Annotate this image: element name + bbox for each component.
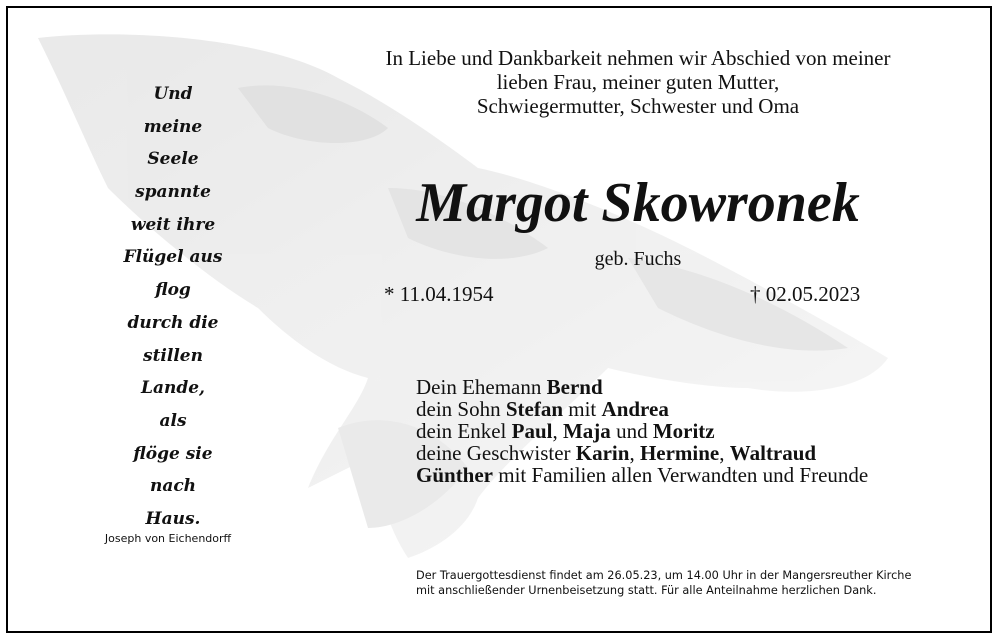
intro-line: lieben Frau, meiner guten Mutter, <box>496 70 780 94</box>
poem-line: meine <box>143 116 203 137</box>
mourner-name: Günther <box>416 463 494 487</box>
poem-line: durch die <box>127 312 219 333</box>
mourner-line <box>416 442 976 464</box>
mourner-text: , <box>552 419 563 443</box>
obituary-notice <box>6 6 992 633</box>
birth-date: * 11.04.1954 <box>384 282 494 306</box>
mourner-line <box>416 398 976 420</box>
deceased-name: Margot Skowronek <box>416 172 860 234</box>
poem-line: Und <box>153 84 193 104</box>
intro-text <box>308 46 968 118</box>
mourner-text: dein Sohn <box>416 397 506 421</box>
mourner-name: Maja <box>562 419 611 443</box>
mourner-text: , <box>719 441 730 465</box>
intro-line: In Liebe und Dankbarkeit nehmen wir Abschied von meiner <box>385 46 891 70</box>
mourner-text: mit Familien allen Verwandten und Freunde <box>493 463 869 487</box>
mourner-line <box>416 376 976 398</box>
poem-line: Lande, <box>141 378 205 399</box>
service-notice <box>416 568 976 598</box>
poem-line: Haus. <box>145 508 201 529</box>
mourner-name: Waltraud <box>729 441 817 465</box>
mourner-name: Moritz <box>652 419 715 443</box>
death-date: † 02.05.2023 <box>750 282 861 306</box>
poem-line: flog <box>155 280 191 301</box>
service-notice-line: Der Trauergottesdienst findet am 26.05.23, um 14.00 Uhr in der Mangersreuther Kirche <box>416 569 912 582</box>
mourner-name: Andrea <box>601 397 669 421</box>
maiden-name: geb. Fuchs <box>594 248 682 270</box>
poem-line: als <box>159 410 187 431</box>
poem-line: Seele <box>147 149 199 170</box>
poem-line: nach <box>149 476 197 497</box>
mourner-name: Hermine <box>639 441 720 465</box>
mourner-text: , <box>629 441 640 465</box>
mourner-text: dein Enkel <box>416 419 512 443</box>
poem-line: Flügel aus <box>123 247 223 268</box>
poem-line: spannte <box>135 182 211 203</box>
poem-line: stillen <box>143 345 203 366</box>
mourner-line <box>416 464 976 486</box>
mourner-name: Paul <box>511 419 553 443</box>
service-notice-line: mit anschließender Urnenbeisetzung statt. Für alle Anteilnahme herzlichen Dank. <box>416 584 877 597</box>
mourner-name: Stefan <box>505 397 564 421</box>
mourners-list <box>416 376 976 486</box>
mourner-text: und <box>610 419 653 443</box>
poem-line: weit ihre <box>130 214 216 235</box>
mourner-name: Bernd <box>546 375 603 399</box>
mourner-text: mit <box>563 397 602 421</box>
poem <box>88 78 258 536</box>
mourner-text: deine Geschwister <box>416 441 576 465</box>
intro-line: Schwiegermutter, Schwester und Oma <box>476 94 800 118</box>
mourner-text: Dein Ehemann <box>416 375 547 399</box>
mourner-line <box>416 420 976 442</box>
poem-author: Joseph von Eichendorff <box>104 532 232 545</box>
poem-line: flöge sie <box>133 443 213 464</box>
mourner-name: Karin <box>575 441 630 465</box>
